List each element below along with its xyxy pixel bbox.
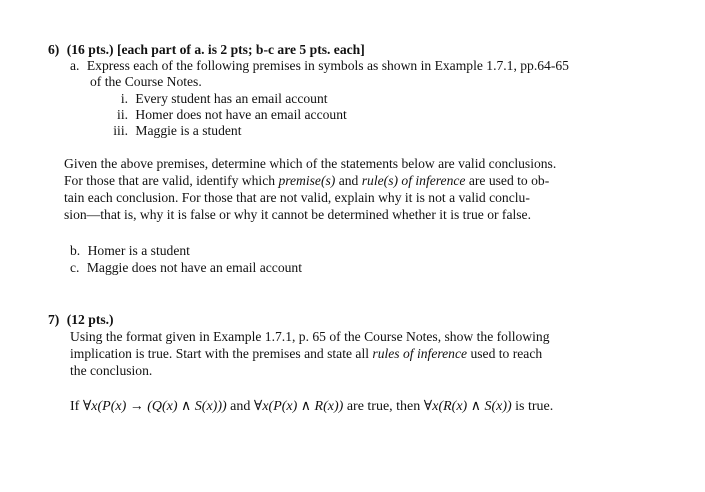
formula-premise-2: ∀x(P(x) ∧ R(x)) [253,399,344,414]
formula-premise-1: ∀x(P(x) → (Q(x) ∧ S(x))) [82,399,227,414]
part-a-text-1: Express each of the following premises in symbols as shown in Example 1.7.1, pp.64-65 [86,58,569,73]
premise-iii [108,122,242,139]
formula-end: is true. [511,399,554,414]
part-c [70,259,302,276]
question-7-heading [48,311,114,328]
part-b [70,242,190,259]
instructions-line-4: sion—that is, why it is false or why it cannot be determined whether it is true or false. [64,207,531,222]
premise-iii-text: Maggie is a student [135,123,242,138]
instructions-line-2-a: For those that are valid, identify which [64,173,279,188]
formula-conclusion: ∀x(R(x) ∧ S(x)) [423,399,512,414]
instructions-line-2-e: are used to ob- [465,173,550,188]
part-a-line-1 [70,57,569,74]
premise-ii-text: Homer does not have an email account [135,107,347,122]
question-6-number: 6) [48,42,60,57]
part-b-label: b. [70,243,81,258]
premise-iii-label: iii. [113,123,128,138]
formula-and: and [226,399,254,414]
instructions-line-2-c: and [335,173,362,188]
q7-line-2-end: used to reach [467,346,543,361]
instructions-rules-term: rule(s) of inference [361,173,466,188]
instructions-premises-term: premise(s) [278,173,336,188]
instructions-line-3: tain each conclusion. For those that are not valid, explain why it is not a valid conclu- [64,190,530,205]
question-7-number: 7) [48,312,60,327]
premise-i [108,90,328,107]
q7-line-2-start: implication is true. Start with the premises and state all [70,346,373,361]
q7-line-3: the conclusion. [70,363,153,378]
part-b-text: Homer is a student [87,243,190,258]
part-c-text: Maggie does not have an email account [86,260,303,275]
premise-i-label: i. [120,91,128,106]
part-a-label: a. [70,58,80,73]
question-6-heading [48,41,365,58]
q7-line-2 [70,345,542,362]
q7-rules-term: rules of inference [372,346,468,361]
part-a-line-2: of the Course Notes. [90,74,202,89]
instructions-line-2 [64,172,549,189]
premise-ii [108,106,347,123]
question-6-points: (16 pts.) [each part of a. is 2 pts; b-c are 5 pts. each] [66,42,365,57]
premise-ii-label: ii. [117,107,128,122]
q7-implication-formula [70,398,553,415]
premise-i-text: Every student has an email account [135,91,328,106]
question-7-points: (12 pts.) [66,312,114,327]
q7-line-1: Using the format given in Example 1.7.1, p. 65 of the Course Notes, show the following [70,329,550,344]
formula-lead: If [70,399,83,414]
instructions-line-1: Given the above premises, determine which of the statements below are valid conclusions. [64,156,557,171]
formula-mid: are true, then [343,399,424,414]
part-c-label: c. [70,260,80,275]
